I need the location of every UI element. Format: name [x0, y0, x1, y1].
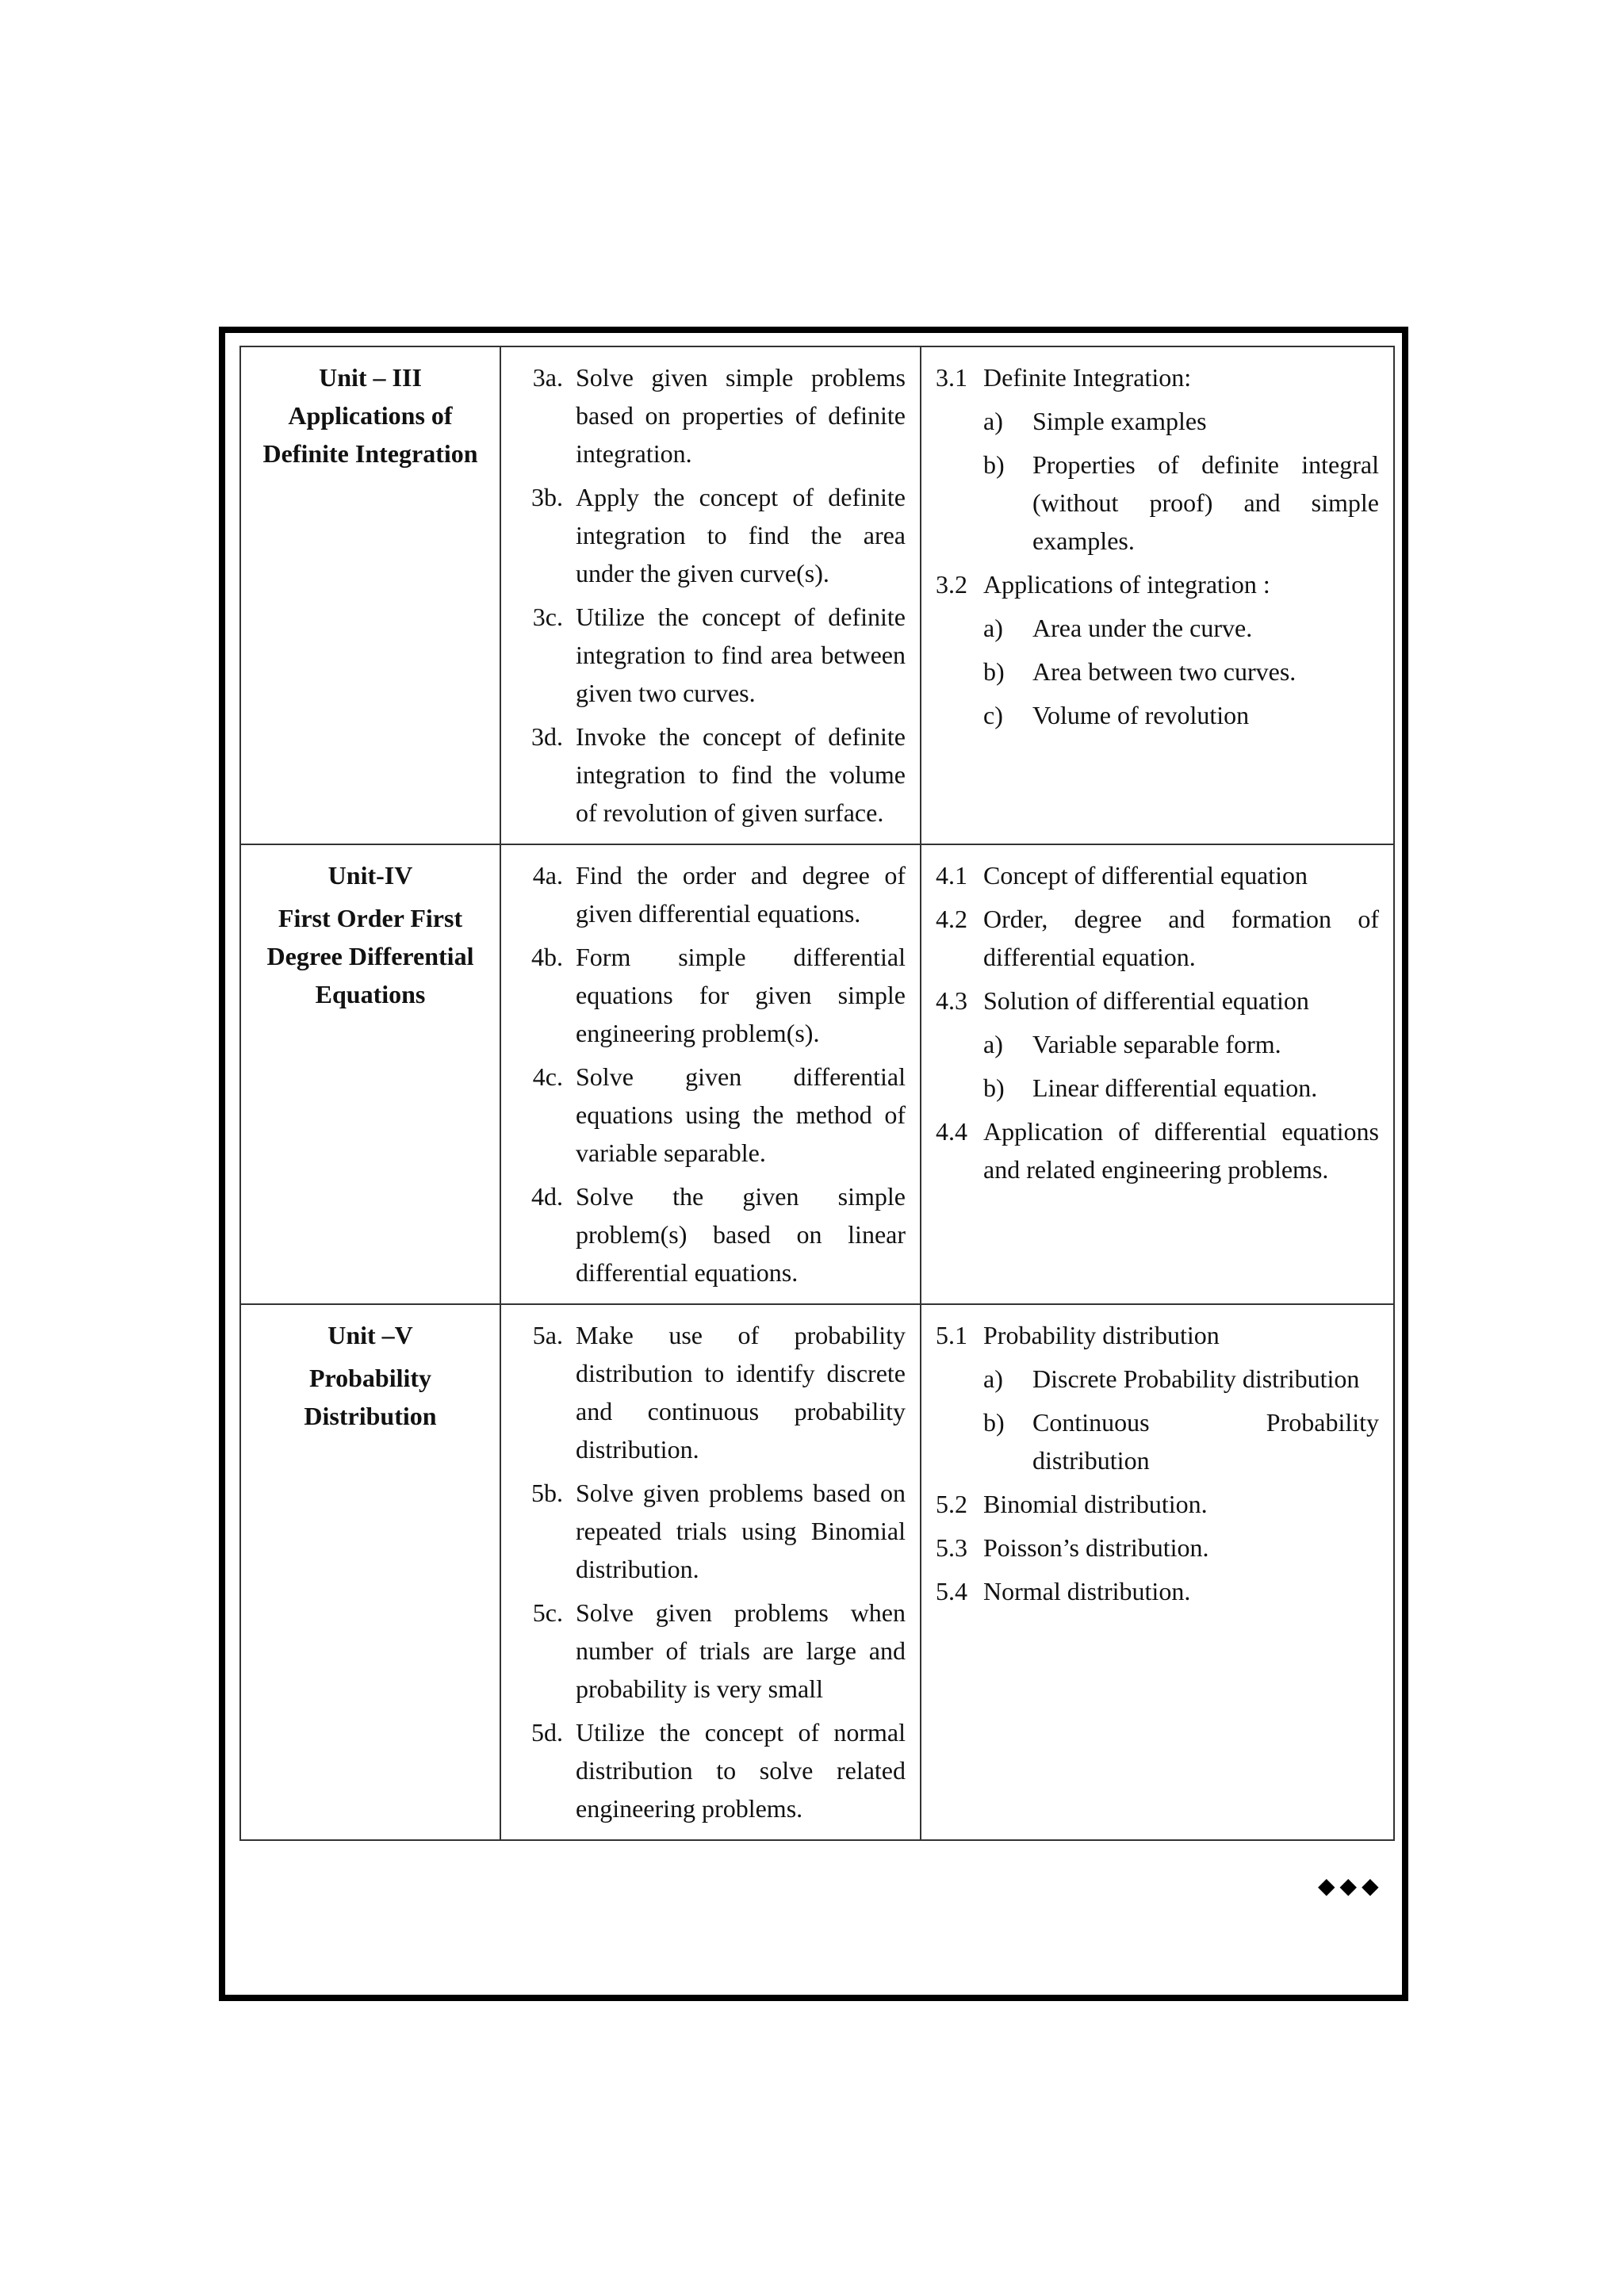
topic-number: 5.4	[936, 1577, 967, 1605]
outcome-number: 5b.	[531, 1479, 563, 1507]
topic-text: Binomial distribution.	[983, 1490, 1208, 1518]
topic	[936, 1572, 1379, 1610]
outcome-number: 4b.	[531, 943, 563, 971]
unit-title: Applications of Definite Integration	[262, 401, 478, 468]
topic-text: Definite Integration:	[983, 363, 1192, 392]
subtopic-letter: b)	[983, 1073, 1005, 1102]
outcome-number: 3c.	[532, 603, 563, 631]
topic-number: 3.2	[936, 570, 967, 599]
learning-outcome	[515, 1177, 906, 1292]
topic-text: Probability distribution	[983, 1321, 1220, 1349]
subtopic-letter: b)	[983, 1408, 1005, 1437]
subtopic-letter: a)	[983, 614, 1003, 642]
subtopic-text: Area under the curve.	[1032, 614, 1253, 642]
outcome-text: Apply the concept of definite integration to find the area under the given curve(s).	[576, 483, 906, 587]
unit-row	[240, 346, 1394, 844]
subtopic-text: Simple examples	[1032, 407, 1207, 435]
subtopic-letter: b)	[983, 657, 1005, 686]
subtopic	[983, 402, 1379, 440]
learning-outcome	[515, 856, 906, 932]
outcome-number: 3a.	[532, 363, 563, 392]
outcome-number: 3b.	[531, 483, 563, 511]
subtopic-letter: b)	[983, 450, 1005, 479]
topic-number: 4.1	[936, 861, 967, 890]
subtopic-letter: a)	[983, 407, 1003, 435]
learning-outcome	[515, 358, 906, 473]
learning-outcome	[515, 1058, 906, 1172]
unit-code: Unit-IV	[327, 861, 413, 890]
learning-outcome	[515, 1316, 906, 1468]
outcome-number: 4a.	[532, 861, 563, 890]
topic	[936, 982, 1379, 1020]
outcome-text: Solve given differential equations using the method of variable separable.	[576, 1062, 906, 1167]
topic	[936, 1529, 1379, 1567]
subtopic	[983, 609, 1379, 647]
outcome-text: Invoke the concept of definite integration to find the volume of revolution of given surface.	[576, 722, 906, 827]
topic-number: 3.1	[936, 363, 967, 392]
topic-number: 4.3	[936, 986, 967, 1015]
outcome-text: Utilize the concept of normal distribution to solve related engineering problems.	[576, 1718, 906, 1823]
subtopic	[983, 696, 1379, 734]
learning-outcomes-cell	[500, 1304, 921, 1840]
topic-text: Concept of differential equation	[983, 861, 1308, 890]
learning-outcome	[515, 598, 906, 712]
outcome-text: Solve the given simple problem(s) based on linear differential equations.	[576, 1182, 906, 1287]
subtopic	[983, 1025, 1379, 1063]
unit-title: Probability Distribution	[304, 1364, 437, 1430]
end-of-section-marker: ◆◆◆	[1318, 1874, 1384, 1899]
topic-number: 5.1	[936, 1321, 967, 1349]
topic	[936, 1316, 1379, 1354]
learning-outcome	[515, 718, 906, 832]
subtopic	[983, 1360, 1379, 1398]
topics-cell	[921, 1304, 1394, 1840]
topic-number: 4.4	[936, 1117, 967, 1146]
outcome-number: 5d.	[531, 1718, 563, 1747]
learning-outcome	[515, 1594, 906, 1708]
topics-cell	[921, 346, 1394, 844]
unit-title: First Order First Degree Differential Equations	[266, 904, 474, 1008]
subtopic-letter: a)	[983, 1030, 1003, 1058]
subtopic-text: Variable separable form.	[1032, 1030, 1281, 1058]
subtopic-letter: a)	[983, 1364, 1003, 1393]
topic-text: Applications of integration :	[983, 570, 1270, 599]
topic-text: Solution of differential equation	[983, 986, 1309, 1015]
outcome-text: Make use of probability distribution to identify discrete and continuous probability distribution.	[576, 1321, 906, 1464]
outcome-number: 4c.	[532, 1062, 563, 1091]
topic-text: Poisson’s distribution.	[983, 1533, 1209, 1562]
unit-row	[240, 1304, 1394, 1840]
unit-code: Unit – III	[319, 363, 422, 392]
topic-number: 5.3	[936, 1533, 967, 1562]
topic-text: Application of differential equations and related engineering problems.	[983, 1117, 1379, 1184]
topic	[936, 900, 1379, 976]
subtopic	[983, 1069, 1379, 1107]
learning-outcome	[515, 1713, 906, 1827]
learning-outcome	[515, 478, 906, 592]
topic-text: Normal distribution.	[983, 1577, 1191, 1605]
unit-code: Unit –V	[327, 1321, 413, 1349]
syllabus-table-body	[240, 346, 1394, 1840]
outcome-number: 3d.	[531, 722, 563, 751]
topic-number: 4.2	[936, 905, 967, 933]
subtopic	[983, 1403, 1379, 1479]
subtopic-text: Volume of revolution	[1032, 701, 1250, 729]
subtopic-text: Continuous Probability distribution	[1032, 1408, 1379, 1475]
unit-cell	[240, 346, 500, 844]
learning-outcome	[515, 1474, 906, 1588]
subtopic	[983, 446, 1379, 560]
outcome-text: Find the order and degree of given differential equations.	[576, 861, 906, 928]
subtopic	[983, 652, 1379, 691]
subtopic-text: Properties of definite integral (without proof) and simple examples.	[1032, 450, 1379, 555]
outcome-number: 5c.	[532, 1598, 563, 1627]
topics-cell	[921, 844, 1394, 1304]
syllabus-table	[239, 346, 1395, 1841]
unit-cell	[240, 1304, 500, 1840]
unit-row	[240, 844, 1394, 1304]
outcome-text: Solve given simple problems based on properties of definite integration.	[576, 363, 906, 468]
learning-outcome	[515, 938, 906, 1052]
subtopic-text: Discrete Probability distribution	[1032, 1364, 1360, 1393]
learning-outcomes-cell	[500, 844, 921, 1304]
outcome-text: Form simple differential equations for given simple engineering problem(s).	[576, 943, 906, 1047]
outcome-text: Solve given problems based on repeated trials using Binomial distribution.	[576, 1479, 906, 1583]
outcome-text: Solve given problems when number of trials are large and probability is very small	[576, 1598, 906, 1703]
topic-number: 5.2	[936, 1490, 967, 1518]
outcome-text: Utilize the concept of definite integration to find area between given two curves.	[576, 603, 906, 707]
topic	[936, 856, 1379, 894]
topic	[936, 1485, 1379, 1523]
subtopic-text: Area between two curves.	[1032, 657, 1297, 686]
learning-outcomes-cell	[500, 346, 921, 844]
outcome-number: 4d.	[531, 1182, 563, 1211]
unit-cell	[240, 844, 500, 1304]
subtopic-text: Linear differential equation.	[1032, 1073, 1318, 1102]
topic-text: Order, degree and formation of differential equation.	[983, 905, 1379, 971]
outcome-number: 5a.	[532, 1321, 563, 1349]
topic	[936, 358, 1379, 396]
topic	[936, 565, 1379, 603]
topic	[936, 1112, 1379, 1188]
subtopic-letter: c)	[983, 701, 1003, 729]
